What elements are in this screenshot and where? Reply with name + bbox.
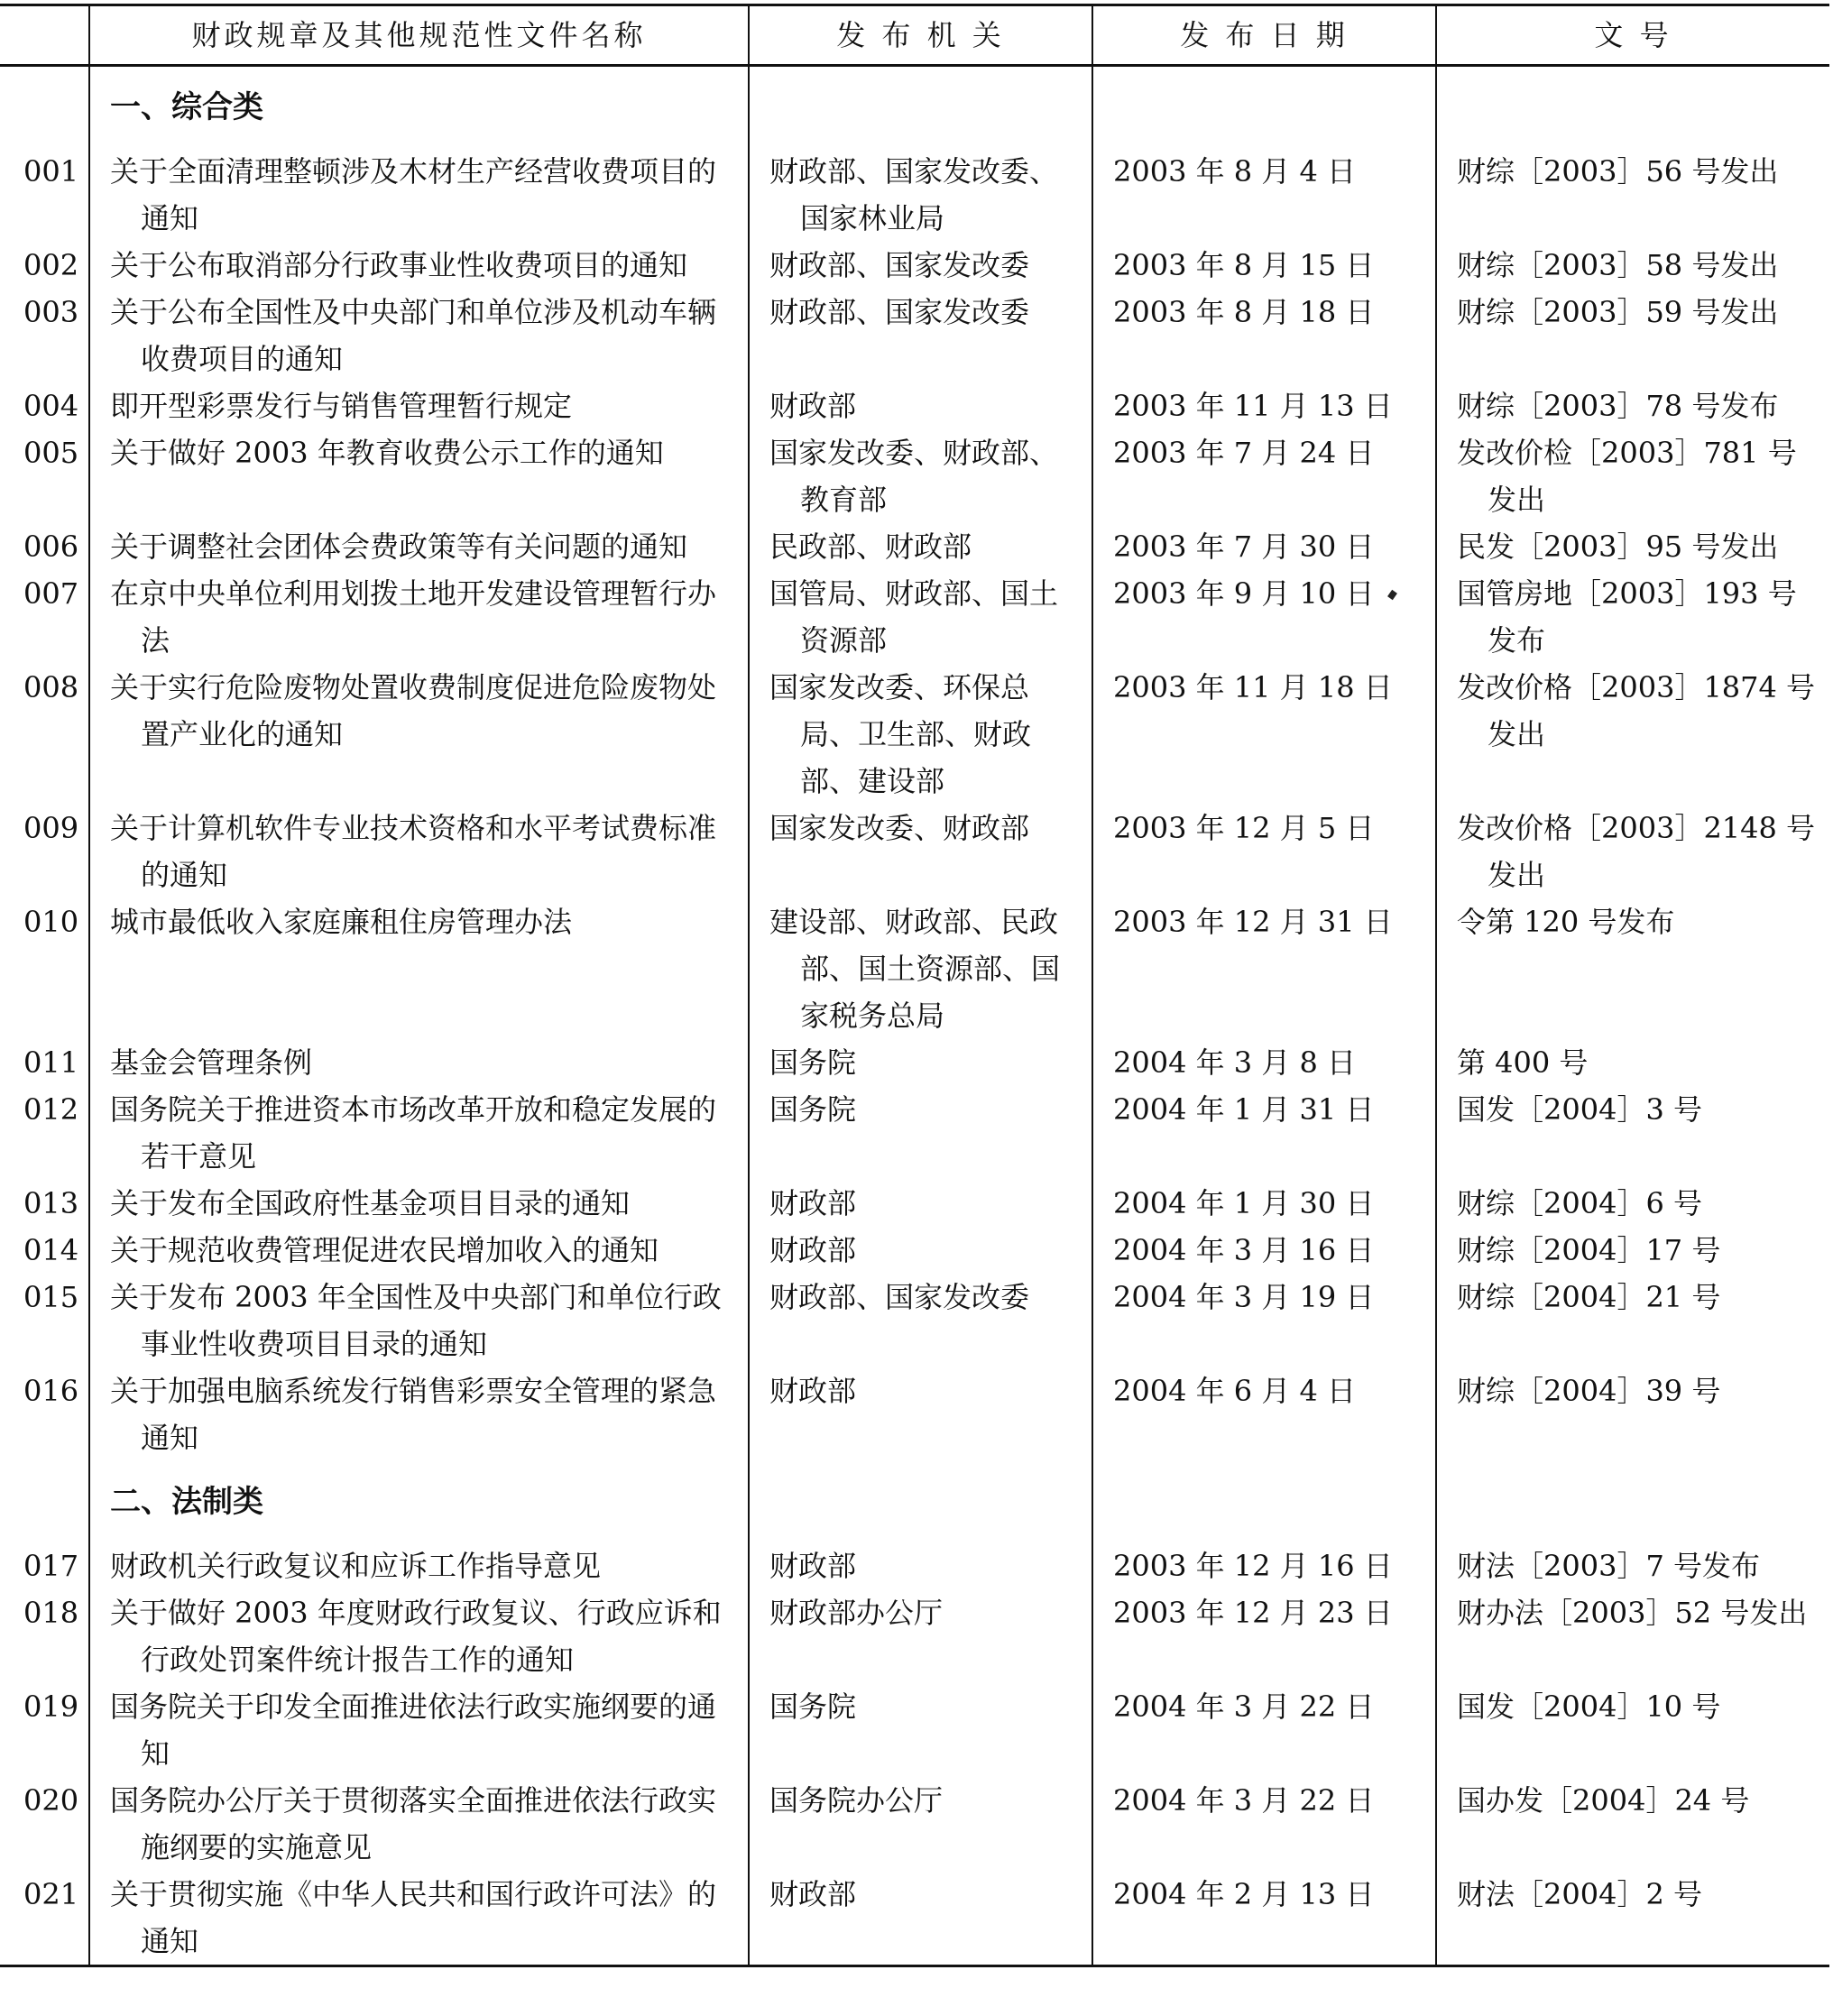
issuing-authority	[749, 570, 1092, 664]
table-row	[0, 1367, 1829, 1461]
issuing-authority	[749, 289, 1092, 382]
reference-number	[1436, 664, 1829, 805]
table-row	[0, 382, 1829, 429]
reference-number-text: 财综［2003］56 号发出	[1457, 154, 1779, 189]
reference-number	[1436, 523, 1829, 570]
issuing-authority-text: 国家发改委、环保总局、卫生部、财政部、建设部	[769, 670, 1032, 798]
issuing-authority	[749, 1871, 1092, 1966]
reference-number-text: 国办发［2004］24 号	[1457, 1783, 1750, 1818]
issue-date: 2004 年 1 月 31 日	[1092, 1086, 1436, 1180]
issuing-authority	[749, 1227, 1092, 1274]
row-number: 003	[23, 295, 79, 329]
reference-number-text: 财综［2004］6 号	[1457, 1186, 1702, 1220]
issue-date: 2004 年 1 月 30 日	[1092, 1180, 1436, 1227]
issue-date: 2003 年 7 月 24 日	[1092, 429, 1436, 523]
table-body	[0, 66, 1829, 1966]
issuing-authority-text: 财政部	[769, 389, 857, 423]
reference-number	[1436, 1180, 1829, 1227]
issuing-authority	[749, 805, 1092, 898]
document-name-text: 关于公布全国性及中央部门和单位涉及机动车辆收费项目的通知	[110, 295, 717, 376]
document-name	[89, 289, 749, 382]
row-number: 016	[23, 1374, 79, 1408]
table-row	[0, 429, 1829, 523]
issuing-authority-text: 财政部、国家发改委、国家林业局	[769, 154, 1059, 235]
row-number: 018	[23, 1596, 79, 1630]
issuing-authority	[749, 148, 1092, 242]
issuing-authority	[749, 1683, 1092, 1777]
section-row	[0, 1461, 1829, 1542]
table-row	[0, 523, 1829, 570]
header-issuing-authority: 发 布 机 关	[749, 5, 1092, 66]
issue-date: 2003 年 8 月 4 日	[1092, 148, 1436, 242]
document-name	[89, 664, 749, 805]
table-row	[0, 805, 1829, 898]
document-name	[89, 523, 749, 570]
header-issue-date: 发 布 日 期	[1092, 5, 1436, 66]
reference-number	[1436, 1274, 1829, 1367]
document-name-text: 关于发布全国政府性基金项目目录的通知	[110, 1186, 631, 1220]
reference-number	[1436, 289, 1829, 382]
issuing-authority-text: 财政部	[769, 1877, 857, 1911]
row-number: 008	[23, 670, 79, 704]
reference-number-text: 财办法［2003］52 号发出	[1457, 1596, 1808, 1630]
document-name-text: 即开型彩票发行与销售管理暂行规定	[110, 389, 573, 423]
document-name	[89, 1367, 749, 1461]
issuing-authority	[749, 1086, 1092, 1180]
issuing-authority	[749, 1180, 1092, 1227]
issuing-authority-text: 财政部	[769, 1233, 857, 1267]
issuing-authority	[749, 1542, 1092, 1589]
issuing-authority-text: 国务院	[769, 1045, 857, 1080]
document-name	[89, 1274, 749, 1367]
row-number: 001	[23, 154, 79, 189]
section-empty-cell	[749, 1461, 1092, 1542]
row-number: 020	[23, 1783, 79, 1818]
row-number: 002	[23, 248, 79, 282]
table-row	[0, 1086, 1829, 1180]
issuing-authority-text: 国务院	[769, 1689, 857, 1724]
issue-date: 2003 年 12 月 23 日	[1092, 1589, 1436, 1683]
reference-number-text: 民发［2003］95 号发出	[1457, 529, 1779, 564]
reference-number-text: 令第 120 号发布	[1457, 905, 1675, 939]
table-row	[0, 1542, 1829, 1589]
document-name-text: 关于加强电脑系统发行销售彩票安全管理的紧急通知	[110, 1374, 717, 1455]
reference-number-text: 发改价格［2003］1874 号发出	[1457, 670, 1816, 751]
reference-number	[1436, 1086, 1829, 1180]
issuing-authority-text: 财政部、国家发改委	[769, 1280, 1030, 1314]
header-document-name: 财政规章及其他规范性文件名称	[89, 5, 749, 66]
document-name	[89, 148, 749, 242]
reference-number-text: 财综［2004］21 号	[1457, 1280, 1721, 1314]
issuing-authority	[749, 1039, 1092, 1086]
document-name	[89, 1589, 749, 1683]
reference-number	[1436, 1542, 1829, 1589]
issuing-authority	[749, 1367, 1092, 1461]
reference-number	[1436, 1683, 1829, 1777]
document-name-text: 关于计算机软件专业技术资格和水平考试费标准的通知	[110, 811, 717, 892]
reference-number	[1436, 805, 1829, 898]
document-name	[89, 242, 749, 289]
document-name	[89, 898, 749, 1039]
reference-number-text: 第 400 号	[1457, 1045, 1589, 1080]
table-row	[0, 242, 1829, 289]
section-title: 一、综合类	[89, 66, 749, 149]
section-row	[0, 66, 1829, 149]
document-name-text: 关于发布 2003 年全国性及中央部门和单位行政事业性收费项目目录的通知	[110, 1280, 722, 1361]
issuing-authority-text: 财政部	[769, 1374, 857, 1408]
reference-number	[1436, 242, 1829, 289]
issue-date: 2003 年 7 月 30 日	[1092, 523, 1436, 570]
issuing-authority	[749, 1274, 1092, 1367]
section-empty-cell	[1092, 1461, 1436, 1542]
reference-number	[1436, 1039, 1829, 1086]
issue-date: 2003 年 8 月 18 日	[1092, 289, 1436, 382]
document-name-text: 关于全面清理整顿涉及木材生产经营收费项目的通知	[110, 154, 717, 235]
reference-number	[1436, 429, 1829, 523]
reference-number-text: 国发［2004］10 号	[1457, 1689, 1721, 1724]
section-no-empty	[0, 66, 89, 149]
reference-number-text: 发改价格［2003］2148 号发出	[1457, 811, 1816, 892]
regulations-table	[0, 4, 1829, 1967]
issue-date: 2004 年 3 月 22 日	[1092, 1683, 1436, 1777]
reference-number	[1436, 1367, 1829, 1461]
document-name-text: 在京中央单位利用划拨土地开发建设管理暂行办法	[110, 576, 717, 658]
reference-number-text: 国管房地［2003］193 号发布	[1457, 576, 1797, 658]
issuing-authority-text: 国家发改委、财政部、教育部	[769, 436, 1059, 517]
section-no-empty	[0, 1461, 89, 1542]
issue-date: 2004 年 3 月 8 日	[1092, 1039, 1436, 1086]
document-name-text: 关于调整社会团体会费政策等有关问题的通知	[110, 529, 688, 564]
reference-number	[1436, 382, 1829, 429]
issuing-authority-text: 国家发改委、财政部	[769, 811, 1030, 845]
reference-number	[1436, 1871, 1829, 1966]
document-name	[89, 1683, 749, 1777]
row-number: 012	[23, 1092, 79, 1127]
document-name-text: 关于贯彻实施《中华人民共和国行政许可法》的通知	[110, 1877, 717, 1958]
reference-number	[1436, 148, 1829, 242]
header-reference-number: 文 号	[1436, 5, 1829, 66]
row-number: 005	[23, 436, 79, 470]
document-name	[89, 1777, 749, 1871]
reference-number-text: 国发［2004］3 号	[1457, 1092, 1702, 1127]
reference-number-text: 财综［2004］39 号	[1457, 1374, 1721, 1408]
document-name-text: 关于公布取消部分行政事业性收费项目的通知	[110, 248, 688, 282]
issue-date: 2004 年 3 月 22 日	[1092, 1777, 1436, 1871]
issue-date: 2003 年 9 月 10 日	[1092, 570, 1436, 664]
issuing-authority-text: 财政部	[769, 1186, 857, 1220]
issuing-authority-text: 国务院	[769, 1092, 857, 1127]
table-row	[0, 1227, 1829, 1274]
issuing-authority	[749, 242, 1092, 289]
row-number: 006	[23, 529, 79, 564]
issuing-authority-text: 财政部	[769, 1549, 857, 1583]
document-name	[89, 1871, 749, 1966]
section-empty-cell	[749, 66, 1092, 149]
row-number: 010	[23, 905, 79, 939]
section-empty-cell	[1436, 1461, 1829, 1542]
table-row	[0, 1871, 1829, 1966]
section-empty-cell	[1436, 66, 1829, 149]
document-name-text: 关于实行危险废物处置收费制度促进危险废物处置产业化的通知	[110, 670, 717, 751]
issue-date: 2003 年 12 月 16 日	[1092, 1542, 1436, 1589]
document-name	[89, 570, 749, 664]
row-number: 013	[23, 1186, 79, 1220]
row-number: 021	[0, 1871, 89, 1966]
document-name	[89, 382, 749, 429]
document-name	[89, 1542, 749, 1589]
document-name	[89, 1086, 749, 1180]
row-number: 004	[23, 389, 79, 423]
section-empty-cell	[1092, 66, 1436, 149]
document-name-text: 国务院关于推进资本市场改革开放和稳定发展的若干意见	[110, 1092, 717, 1174]
table-header	[0, 5, 1829, 66]
table-row	[0, 1180, 1829, 1227]
reference-number-text: 财综［2003］78 号发布	[1457, 389, 1779, 423]
table-row	[0, 1589, 1829, 1683]
issuing-authority	[749, 664, 1092, 805]
document-name-text: 关于规范收费管理促进农民增加收入的通知	[110, 1233, 659, 1267]
reference-number	[1436, 1589, 1829, 1683]
issue-date: 2004 年 2 月 13 日	[1092, 1871, 1436, 1966]
issuing-authority	[749, 898, 1092, 1039]
reference-number-text: 财综［2004］17 号	[1457, 1233, 1721, 1267]
row-number: 017	[23, 1549, 79, 1583]
row-number: 007	[23, 576, 79, 611]
document-name	[89, 805, 749, 898]
reference-number-text: 财综［2003］59 号发出	[1457, 295, 1779, 329]
table-row	[0, 1777, 1829, 1871]
reference-number	[1436, 570, 1829, 664]
reference-number	[1436, 1227, 1829, 1274]
table-row	[0, 664, 1829, 805]
reference-number-text: 发改价检［2003］781 号发出	[1457, 436, 1797, 517]
reference-number	[1436, 898, 1829, 1039]
table-row	[0, 570, 1829, 664]
table-row	[0, 898, 1829, 1039]
issuing-authority-text: 民政部、财政部	[769, 529, 972, 564]
row-number: 015	[23, 1280, 79, 1314]
document-name	[89, 1039, 749, 1086]
document-name-text: 基金会管理条例	[110, 1045, 313, 1080]
issuing-authority-text: 国管局、财政部、国土资源部	[769, 576, 1059, 658]
table-row	[0, 289, 1829, 382]
issuing-authority	[749, 1777, 1092, 1871]
table-row	[0, 1274, 1829, 1367]
issue-date: 2003 年 12 月 31 日	[1092, 898, 1436, 1039]
issuing-authority-text: 财政部、国家发改委	[769, 295, 1030, 329]
document-name	[89, 1227, 749, 1274]
document-name-text: 关于做好 2003 年度财政行政复议、行政应诉和行政处罚案件统计报告工作的通知	[110, 1596, 722, 1677]
issuing-authority-text: 建设部、财政部、民政部、国土资源部、国家税务总局	[769, 905, 1061, 1033]
row-number: 014	[23, 1233, 79, 1267]
reference-number	[1436, 1777, 1829, 1871]
row-number: 019	[23, 1689, 79, 1724]
document-name-text: 城市最低收入家庭廉租住房管理办法	[110, 905, 573, 939]
issuing-authority-text: 国务院办公厅	[769, 1783, 944, 1818]
document-name-text: 关于做好 2003 年教育收费公示工作的通知	[110, 436, 664, 470]
table-row	[0, 1683, 1829, 1777]
issuing-authority-text: 财政部办公厅	[769, 1596, 944, 1630]
issuing-authority	[749, 523, 1092, 570]
issue-date: 2004 年 6 月 4 日	[1092, 1367, 1436, 1461]
issuing-authority	[749, 382, 1092, 429]
reference-number-text: 财法［2003］7 号发布	[1457, 1549, 1760, 1583]
reference-number-text: 财综［2003］58 号发出	[1457, 248, 1779, 282]
issue-date: 2003 年 8 月 15 日	[1092, 242, 1436, 289]
row-number: 011	[23, 1045, 79, 1080]
row-number: 009	[23, 811, 79, 845]
table-row	[0, 1039, 1829, 1086]
document-name-text: 财政机关行政复议和应诉工作指导意见	[110, 1549, 602, 1583]
issue-date: 2004 年 3 月 16 日	[1092, 1227, 1436, 1274]
document-name-text: 国务院办公厅关于贯彻落实全面推进依法行政实施纲要的实施意见	[110, 1783, 717, 1864]
issue-date: 2003 年 11 月 13 日	[1092, 382, 1436, 429]
issue-date: 2003 年 12 月 5 日	[1092, 805, 1436, 898]
table-row	[0, 148, 1829, 242]
issuing-authority	[749, 1589, 1092, 1683]
header-no	[0, 5, 89, 66]
reference-number-text: 财法［2004］2 号	[1457, 1877, 1702, 1911]
document-name	[89, 1180, 749, 1227]
section-title: 二、法制类	[89, 1461, 749, 1542]
issuing-authority-text: 财政部、国家发改委	[769, 248, 1030, 282]
issue-date: 2003 年 11 月 18 日	[1092, 664, 1436, 805]
document-name-text: 国务院关于印发全面推进依法行政实施纲要的通知	[110, 1689, 717, 1771]
document-name	[89, 429, 749, 523]
issue-date: 2004 年 3 月 19 日	[1092, 1274, 1436, 1367]
issuing-authority	[749, 429, 1092, 523]
